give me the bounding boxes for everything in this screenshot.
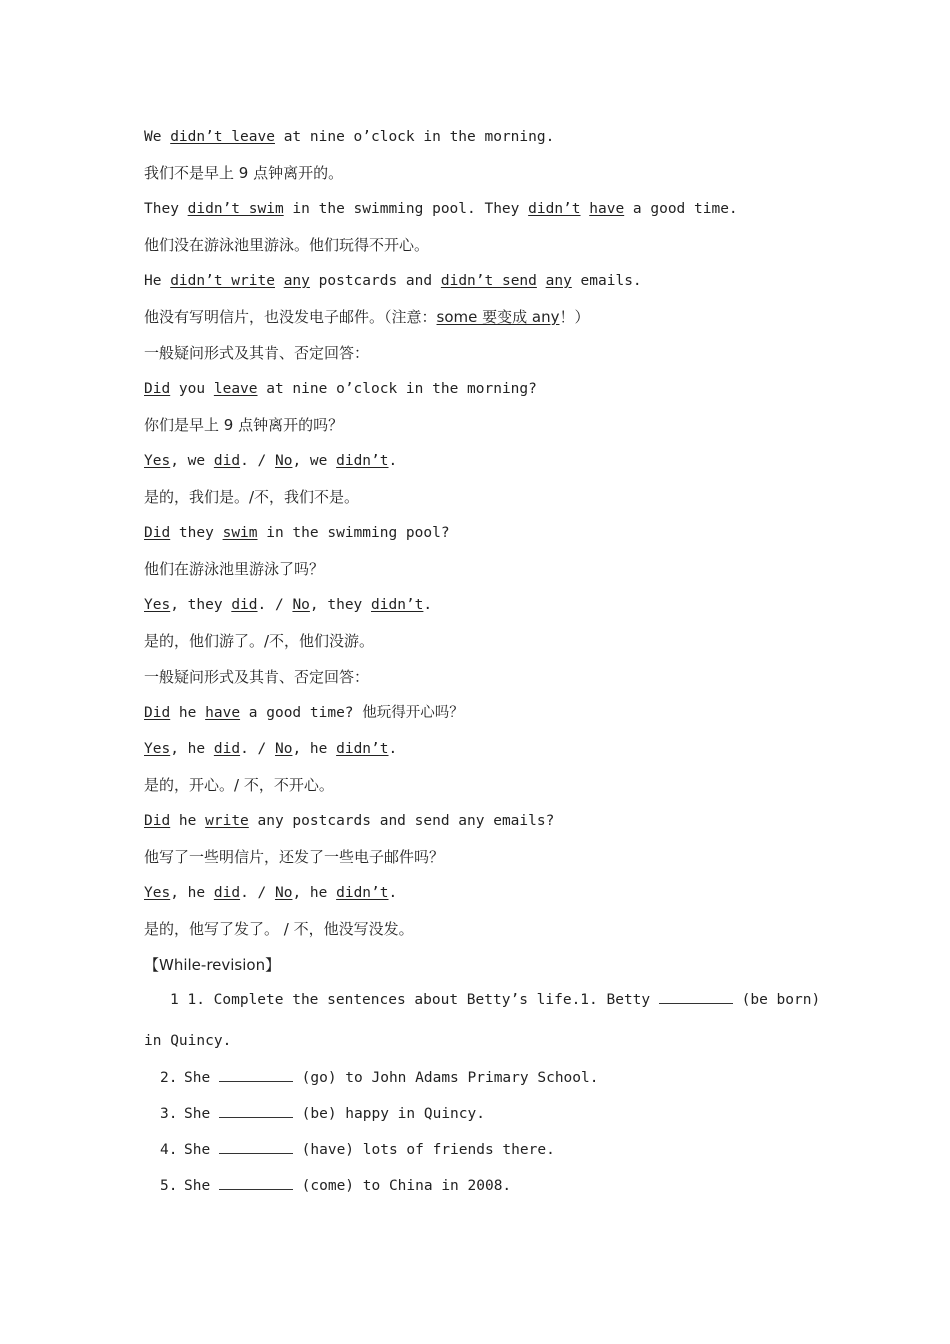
underlined-verb: didn’t send xyxy=(440,273,537,289)
exercise-item xyxy=(160,1175,511,1196)
underlined-aux: Did xyxy=(144,381,171,397)
text: (go) to John Adams Primary School. xyxy=(292,1070,599,1086)
underlined-verb: didn’t write xyxy=(170,273,275,289)
question-4-translation: 他写了一些明信片，还发了一些电子邮件吗？ xyxy=(144,848,445,866)
underlined-word: did xyxy=(213,741,241,757)
answer-3-translation: 是的，开心。/ 不，不开心。 xyxy=(144,776,334,794)
underlined-word: didn’t xyxy=(336,453,389,469)
text: . / xyxy=(240,885,275,901)
translation-2: 他们没在游泳池里游泳。他们玩得不开心。 xyxy=(144,236,430,254)
item-number: 4. xyxy=(160,1142,178,1158)
exercise-item xyxy=(160,1103,485,1124)
text: We xyxy=(144,129,171,145)
text: at nine o’clock in the morning. xyxy=(274,129,555,145)
text: . xyxy=(388,741,398,757)
text: , he xyxy=(292,885,337,901)
translation-1: 我们不是早上 9 点钟离开的。 xyxy=(144,164,344,182)
question-4 xyxy=(144,811,554,831)
underlined-word: any xyxy=(283,273,310,289)
underlined-word: did xyxy=(213,885,241,901)
text: She xyxy=(184,1070,219,1086)
section-heading-questions-2: 一般疑问形式及其肯、否定回答： xyxy=(144,668,370,686)
underlined-verb: write xyxy=(205,813,249,829)
underlined-word: didn’t xyxy=(336,741,389,757)
question-1 xyxy=(144,379,537,399)
underlined-word: Yes xyxy=(144,741,171,757)
answer-blank-5[interactable] xyxy=(219,1175,293,1190)
text: you xyxy=(170,381,214,397)
text: in the swimming pool. They xyxy=(283,201,529,217)
answer-blank-2[interactable] xyxy=(219,1067,293,1082)
question-3 xyxy=(144,703,464,723)
example-sentence-3 xyxy=(144,271,642,291)
answer-1 xyxy=(144,451,397,471)
underlined-word: No xyxy=(292,597,310,613)
text xyxy=(537,273,546,289)
text: . / xyxy=(240,453,275,469)
underlined-verb: have xyxy=(589,201,625,217)
example-sentence-1 xyxy=(144,127,554,147)
exercise-item xyxy=(160,1067,598,1088)
underlined-verb: didn’t xyxy=(528,201,581,217)
text: (be) happy in Quincy. xyxy=(292,1106,485,1122)
underlined-word: Yes xyxy=(144,597,171,613)
text: . / xyxy=(240,741,275,757)
text: She xyxy=(184,1106,219,1122)
text: in the swimming pool? xyxy=(257,525,450,541)
text: at nine o’clock in the morning? xyxy=(257,381,537,397)
text: , they xyxy=(170,597,232,613)
underlined-verb: have xyxy=(205,705,241,721)
underlined-aux: Did xyxy=(144,813,171,829)
exercise-item xyxy=(160,1139,555,1160)
underlined-word: No xyxy=(274,885,293,901)
text: They xyxy=(144,201,188,217)
text: (be born) xyxy=(732,992,821,1008)
item-number: 3. xyxy=(160,1106,178,1122)
text: , we xyxy=(170,453,214,469)
item-number: 5. xyxy=(160,1178,178,1194)
answer-2 xyxy=(144,595,432,615)
exercise-intro-cont: in Quincy. xyxy=(144,1033,232,1049)
section-heading-questions: 一般疑问形式及其肯、否定回答： xyxy=(144,344,370,362)
underlined-verb: swim xyxy=(222,525,258,541)
underlined-word: didn’t xyxy=(336,885,389,901)
text: . xyxy=(388,885,398,901)
answer-blank-4[interactable] xyxy=(219,1139,293,1154)
answer-4 xyxy=(144,883,397,903)
underlined-aux: Did xyxy=(144,705,171,721)
text: , they xyxy=(309,597,372,613)
text: (have) lots of friends there. xyxy=(292,1142,555,1158)
underlined-aux: Did xyxy=(144,525,171,541)
text: She xyxy=(184,1142,219,1158)
text: any postcards and send any emails? xyxy=(248,813,555,829)
answer-4-translation: 是的，他写了发了。 / 不，他没写没发。 xyxy=(144,920,414,938)
question-1-translation: 你们是早上 9 点钟离开的吗？ xyxy=(144,416,344,434)
text: a good time? 他玩得开心吗？ xyxy=(240,705,464,721)
text: a good time. xyxy=(624,201,738,217)
text: 1 1. Complete the sentences about Betty’s life.1. Betty xyxy=(170,992,659,1008)
text: postcards and xyxy=(309,273,441,289)
underlined-word: didn’t xyxy=(371,597,424,613)
underlined-word: No xyxy=(274,741,293,757)
underlined-verb: didn’t leave xyxy=(170,129,275,145)
text: he xyxy=(170,705,206,721)
question-2 xyxy=(144,523,450,543)
underlined-verb: didn’t swim xyxy=(187,201,284,217)
text: She xyxy=(184,1178,219,1194)
text: , we xyxy=(292,453,337,469)
example-sentence-2 xyxy=(144,199,738,219)
text: emails. xyxy=(571,273,642,289)
question-2-translation: 他们在游泳池里游泳了吗？ xyxy=(144,560,325,578)
underlined-note: some 要变成 any xyxy=(436,308,560,326)
underlined-verb: leave xyxy=(213,381,258,397)
text: . xyxy=(423,597,433,613)
text xyxy=(581,201,590,217)
section-heading-while-revision: 【While-revision】 xyxy=(144,956,281,974)
underlined-word: any xyxy=(545,273,572,289)
text: . / xyxy=(257,597,293,613)
text: he xyxy=(170,813,206,829)
answer-3 xyxy=(144,739,397,759)
underlined-word: did xyxy=(213,453,241,469)
text: He xyxy=(144,273,171,289)
item-number: 2. xyxy=(160,1070,178,1086)
underlined-word: Yes xyxy=(144,453,171,469)
text: , he xyxy=(170,741,214,757)
text: ！） xyxy=(559,308,590,326)
exercise-intro xyxy=(170,989,820,1010)
text xyxy=(275,273,284,289)
text: (come) to China in 2008. xyxy=(292,1178,512,1194)
translation-3 xyxy=(144,307,589,327)
text: , he xyxy=(170,885,214,901)
underlined-word: Yes xyxy=(144,885,171,901)
text: 他没有写明信片，也没发电子邮件。（注意： xyxy=(144,308,437,326)
text: , he xyxy=(292,741,337,757)
answer-blank-3[interactable] xyxy=(219,1103,293,1118)
answer-2-translation: 是的，他们游了。/不，他们没游。 xyxy=(144,632,375,650)
text: they xyxy=(170,525,223,541)
answer-blank-1[interactable] xyxy=(659,989,733,1004)
underlined-word: did xyxy=(231,597,258,613)
text: . xyxy=(388,453,398,469)
answer-1-translation: 是的，我们是。/不，我们不是。 xyxy=(144,488,360,506)
underlined-word: No xyxy=(274,453,293,469)
